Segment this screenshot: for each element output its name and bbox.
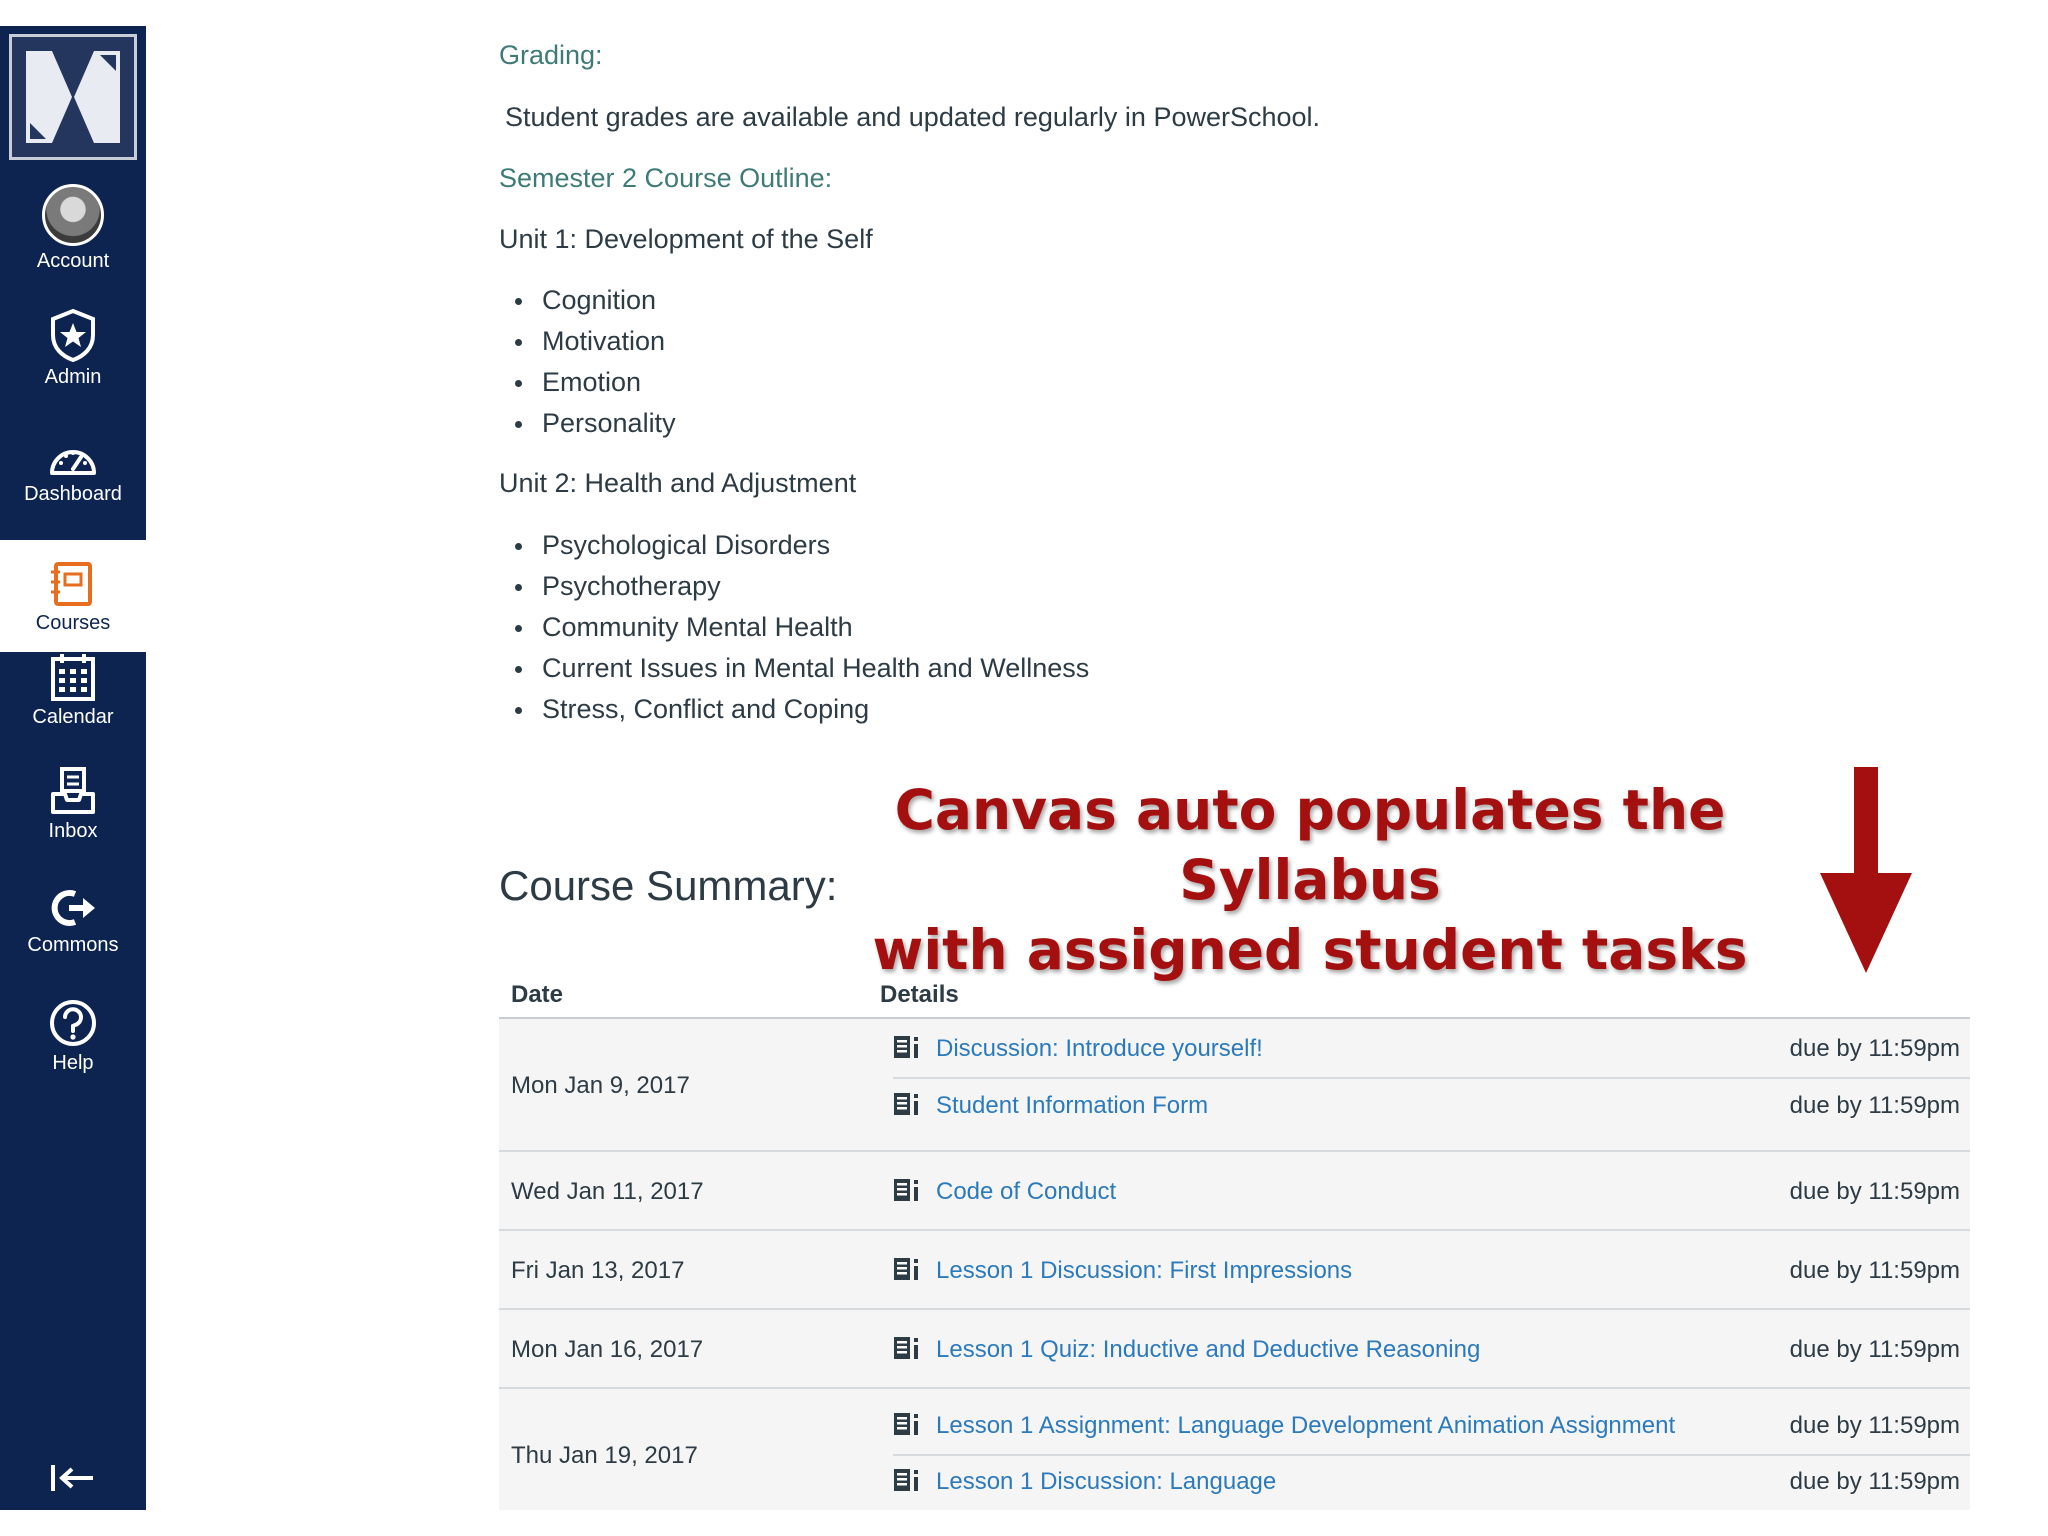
annotation-callout <box>790 775 1830 985</box>
assignment-icon <box>893 1411 921 1437</box>
task-due: due by 11:59pm <box>1789 1092 1960 1119</box>
institution-logo[interactable] <box>9 34 137 160</box>
callout-line-2: with assigned student tasks <box>872 918 1748 982</box>
nav-dashboard-label: Dashboard <box>24 483 122 505</box>
column-header-details: Details <box>880 981 959 1008</box>
list-item: Stress, Conflict and Coping <box>542 689 1089 730</box>
task-item[interactable] <box>893 1244 1970 1299</box>
row-date: Wed Jan 11, 2017 <box>511 1178 704 1205</box>
unit2-title: Unit 2: Health and Adjustment <box>499 468 857 498</box>
list-item: Psychotherapy <box>542 566 1089 607</box>
task-link[interactable]: Lesson 1 Assignment: Language Development Animation Assignment <box>936 1412 1676 1439</box>
task-due: due by 11:59pm <box>1789 1468 1960 1495</box>
nav-account-label: Account <box>36 250 110 272</box>
nav-help[interactable] <box>0 998 146 1075</box>
nav-help-label: Help <box>52 1052 94 1074</box>
table-row <box>499 1019 1970 1152</box>
grading-text: Student grades are available and updated regularly in PowerSchool. <box>505 102 1321 132</box>
commons-arrow-icon <box>49 886 97 930</box>
collapse-nav-icon <box>49 1462 97 1494</box>
nav-courses-label: Courses <box>35 612 111 634</box>
nav-admin-label: Admin <box>44 366 102 388</box>
nav-commons[interactable] <box>0 886 146 957</box>
table-row <box>499 1231 1970 1310</box>
assignment-icon <box>893 1256 921 1282</box>
list-item: Personality <box>542 403 676 444</box>
nav-admin[interactable] <box>0 308 146 389</box>
row-date: Thu Jan 19, 2017 <box>511 1442 698 1469</box>
collapse-nav-button[interactable] <box>0 1462 146 1494</box>
assignment-icon <box>893 1335 921 1361</box>
task-link[interactable]: Lesson 1 Discussion: Language <box>936 1468 1277 1495</box>
list-item: Current Issues in Mental Health and Wellness <box>542 648 1089 689</box>
list-item: Emotion <box>542 362 676 403</box>
task-due: due by 11:59pm <box>1789 1035 1960 1062</box>
nav-calendar-label: Calendar <box>32 706 114 728</box>
column-header-date: Date <box>511 981 564 1008</box>
list-item: Community Mental Health <box>542 607 1089 648</box>
assignment-icon <box>893 1177 921 1203</box>
task-item[interactable] <box>893 1399 1970 1456</box>
callout-line-1: Canvas auto populates the Syllabus <box>894 778 1726 912</box>
nav-account[interactable] <box>0 184 146 273</box>
row-date: Mon Jan 9, 2017 <box>511 1072 690 1099</box>
task-item[interactable] <box>893 1455 1970 1510</box>
account-avatar-icon <box>42 184 104 246</box>
course-outline-heading: Semester 2 Course Outline: <box>499 163 833 193</box>
nav-inbox-label: Inbox <box>48 820 98 842</box>
nav-inbox[interactable] <box>0 766 146 843</box>
nav-commons-label: Commons <box>27 934 119 956</box>
assignment-icon <box>893 1467 921 1493</box>
assignment-icon <box>893 1034 921 1060</box>
table-row <box>499 1310 1970 1389</box>
logo-icon <box>12 37 134 157</box>
admin-shield-icon <box>48 308 98 362</box>
list-item: Cognition <box>542 280 676 321</box>
task-item[interactable] <box>893 1079 1970 1134</box>
table-row <box>499 1389 1970 1510</box>
row-date: Fri Jan 13, 2017 <box>511 1257 685 1284</box>
task-link[interactable]: Lesson 1 Discussion: First Impressions <box>936 1257 1353 1284</box>
task-due: due by 11:59pm <box>1789 1336 1960 1363</box>
down-arrow-icon <box>1818 765 1914 977</box>
task-link[interactable]: Discussion: Introduce yourself! <box>936 1035 1263 1062</box>
task-item[interactable] <box>893 1165 1970 1220</box>
unit2-topic-list <box>499 525 1089 730</box>
unit1-title: Unit 1: Development of the Self <box>499 224 873 254</box>
row-date: Mon Jan 16, 2017 <box>511 1336 704 1363</box>
nav-calendar[interactable] <box>0 652 146 729</box>
list-item: Psychological Disorders <box>542 525 1089 566</box>
help-question-icon <box>48 998 98 1048</box>
assignment-icon <box>893 1091 921 1117</box>
task-due: due by 11:59pm <box>1789 1412 1960 1439</box>
task-item[interactable] <box>893 1022 1970 1079</box>
courses-notebook-icon <box>49 560 97 608</box>
unit1-topic-list <box>499 280 676 444</box>
list-item: Motivation <box>542 321 676 362</box>
task-link[interactable]: Lesson 1 Quiz: Inductive and Deductive Reasoning <box>936 1336 1481 1363</box>
nav-dashboard[interactable] <box>0 435 146 506</box>
dashboard-gauge-icon <box>48 435 98 479</box>
task-due: due by 11:59pm <box>1789 1257 1960 1284</box>
task-link[interactable]: Student Information Form <box>936 1092 1209 1119</box>
inbox-tray-icon <box>49 766 97 816</box>
global-navigation <box>0 26 146 1510</box>
course-summary-heading: Course Summary: <box>499 862 838 909</box>
calendar-icon <box>49 652 97 702</box>
grading-heading: Grading: <box>499 40 603 70</box>
task-link[interactable]: Code of Conduct <box>936 1178 1117 1205</box>
table-row <box>499 1152 1970 1231</box>
task-due: due by 11:59pm <box>1789 1178 1960 1205</box>
nav-courses[interactable] <box>0 540 146 652</box>
task-item[interactable] <box>893 1323 1970 1378</box>
